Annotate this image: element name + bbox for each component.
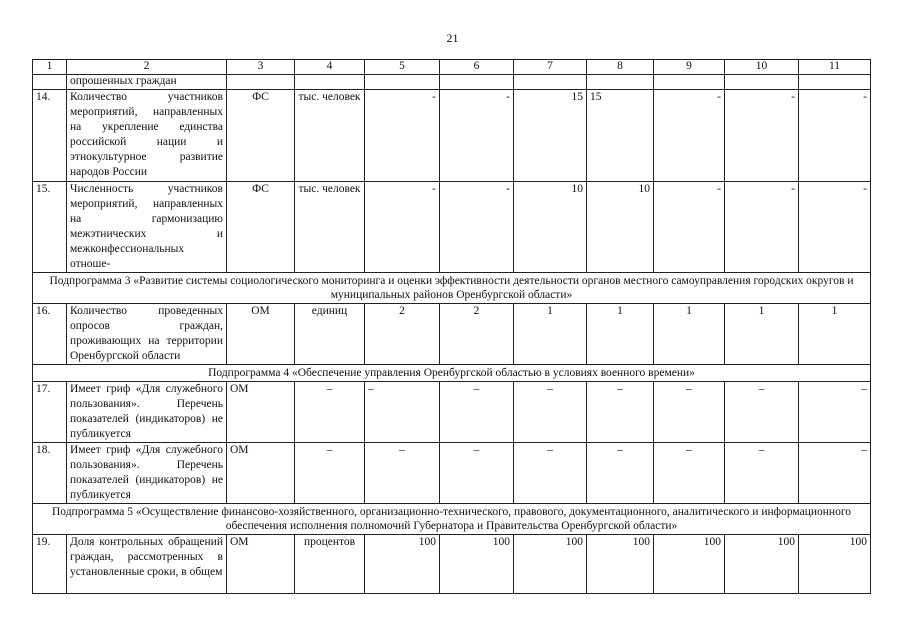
header-cell-2: 2 (67, 60, 227, 75)
value-col-6: – (440, 443, 514, 504)
page-number: 21 (446, 31, 459, 45)
value-col-10: 100 (725, 535, 799, 594)
unit-cell: тыс. человек (295, 182, 365, 273)
subprogram-5-title: Подпрограмма 5 «Осуществление финансово-хозяйственного, организационно-технического, правового, документационного, аналитического и информационного обеспечения исполнения полномочий Губернатора и Правительства Оренбургской области» (33, 504, 871, 535)
value-col-8: 15 (587, 90, 654, 182)
value-col-7: 15 (514, 90, 587, 182)
value-col-7: – (514, 443, 587, 504)
value-col-8: – (587, 443, 654, 504)
value-col-5: – (365, 382, 440, 443)
source-cell: ОМ (227, 304, 295, 365)
row-number: 16. (33, 304, 67, 365)
value-col-8: – (587, 382, 654, 443)
subprogram-4-title: Подпрограмма 4 «Обеспечение управления Оренбургской областью в условиях военного времени» (33, 365, 871, 382)
value-col-6: - (440, 90, 514, 182)
subprogram-4-row (33, 365, 871, 382)
value-col-9: - (654, 182, 725, 273)
source-cell: ФС (227, 90, 295, 182)
value-col-11: 1 (799, 304, 871, 365)
header-cell-7: 7 (514, 60, 587, 75)
value-col-5: – (365, 443, 440, 504)
continuation-num-cell (33, 75, 67, 90)
value-col-5: 2 (365, 304, 440, 365)
value-col-9: – (654, 382, 725, 443)
source-cell: ОМ (227, 382, 295, 443)
value-col-10: - (725, 90, 799, 182)
subprogram-5-row (33, 504, 871, 535)
unit-cell: – (295, 443, 365, 504)
source-cell: ОМ (227, 535, 295, 594)
row-number: 17. (33, 382, 67, 443)
source-cell: ФС (227, 182, 295, 273)
row-number: 18. (33, 443, 67, 504)
value-col-11: - (799, 182, 871, 273)
header-cell-8: 8 (587, 60, 654, 75)
indicators-table (32, 59, 871, 594)
value-col-9: 1 (654, 304, 725, 365)
unit-cell: единиц (295, 304, 365, 365)
header-cell-6: 6 (440, 60, 514, 75)
value-col-7: 10 (514, 182, 587, 273)
value-col-7: 100 (514, 535, 587, 594)
value-col-7: – (514, 382, 587, 443)
value-col-11: 100 (799, 535, 871, 594)
header-cell-11: 11 (799, 60, 871, 75)
table-row-19 (33, 535, 871, 594)
subprogram-3-row (33, 273, 871, 304)
table-row-14 (33, 90, 871, 182)
table-row-18 (33, 443, 871, 504)
value-col-9: 100 (654, 535, 725, 594)
value-col-9: – (654, 443, 725, 504)
row-number: 15. (33, 182, 67, 273)
indicator-name: Имеет гриф «Для служебного пользования». Перечень показателей (индикаторов) не публикуется (67, 382, 227, 443)
indicator-name: Количество проведенных опросов граждан, проживающих на территории Оренбургской области (67, 304, 227, 365)
unit-cell: – (295, 382, 365, 443)
value-col-10: – (725, 382, 799, 443)
unit-cell: тыс. человек (295, 90, 365, 182)
value-col-6: – (440, 382, 514, 443)
subprogram-3-title: Подпрограмма 3 «Развитие системы социологического мониторинга и оценки эффективности деятельности органов местного самоуправления городских округов и муниципальных районов Оренбургской области» (33, 273, 871, 304)
table-row-17 (33, 382, 871, 443)
header-cell-5: 5 (365, 60, 440, 75)
source-cell: ОМ (227, 443, 295, 504)
value-col-8: 10 (587, 182, 654, 273)
header-cell-10: 10 (725, 60, 799, 75)
unit-cell: процентов (295, 535, 365, 594)
value-col-5: - (365, 90, 440, 182)
header-cell-3: 3 (227, 60, 295, 75)
value-col-6: 2 (440, 304, 514, 365)
indicator-name: Численность участников мероприятий, направленных на гармонизацию межэтнических и межконфессиональных отноше- (67, 182, 227, 273)
header-cell-1: 1 (33, 60, 67, 75)
value-col-10: 1 (725, 304, 799, 365)
value-col-11: – (799, 443, 871, 504)
column-number-header-row (33, 60, 871, 75)
indicator-name: Имеет гриф «Для служебного пользования». Перечень показателей (индикаторов) не публикуется (67, 443, 227, 504)
value-col-6: 100 (440, 535, 514, 594)
header-cell-9: 9 (654, 60, 725, 75)
value-col-5: 100 (365, 535, 440, 594)
continuation-name-cell: опрошенных граждан (67, 75, 227, 90)
value-col-8: 100 (587, 535, 654, 594)
value-col-10: - (725, 182, 799, 273)
indicator-name: Доля контрольных обращений граждан, рассмотренных в установленные сроки, в общем (67, 535, 227, 594)
table-row-16 (33, 304, 871, 365)
indicator-name: Количество участников мероприятий, направленных на укрепление единства российской нации и этнокультурное развитие народов России (67, 90, 227, 182)
value-col-5: - (365, 182, 440, 273)
value-col-8: 1 (587, 304, 654, 365)
header-cell-4: 4 (295, 60, 365, 75)
value-col-6: - (440, 182, 514, 273)
continuation-row (33, 75, 871, 90)
value-col-10: – (725, 443, 799, 504)
row-number: 14. (33, 90, 67, 182)
row-number: 19. (33, 535, 67, 594)
value-col-7: 1 (514, 304, 587, 365)
value-col-11: – (799, 382, 871, 443)
table-row-15 (33, 182, 871, 273)
value-col-9: - (654, 90, 725, 182)
value-col-11: - (799, 90, 871, 182)
